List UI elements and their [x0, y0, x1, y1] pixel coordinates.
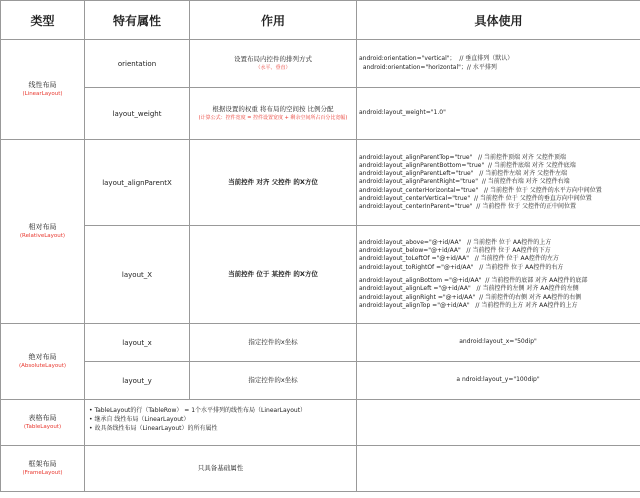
effect-cell: 指定控件的x坐标	[190, 362, 357, 400]
usage-line: android:layout_alignBottom ="@+id/AA" // 当前控件的底部 对齐 AA控件的底部	[359, 277, 588, 284]
usage-line: android:layout_centerVertical="true" // 当前控件 位于 父控件的垂直方向中间位置	[359, 194, 592, 202]
effect-cell	[190, 226, 357, 324]
type-linear	[1, 40, 85, 140]
effect-cell	[190, 88, 357, 140]
usage-cell	[357, 40, 640, 88]
usage-cell	[357, 140, 640, 226]
usage-line: android:layout_below="@+id/AA" // 当前控件 位于 AA控件的下方	[359, 247, 551, 255]
usage-line: android:layout_alignParentTop="true" // 当前控件顶端 对齐 父控件顶端	[359, 153, 566, 161]
usage-line: android:layout_alignRight ="@+id/AA" // 当前控件的右侧 对齐 AA控件的右侧	[359, 293, 582, 301]
bullet-list	[85, 400, 357, 446]
table-row	[1, 88, 640, 140]
usage-line: android:layout_alignLeft ="@+id/AA" // 当前控件的左侧 对齐 AA控件的左侧	[359, 285, 579, 293]
usage-cell	[357, 88, 640, 140]
attr-cell: layout_y	[85, 362, 190, 400]
table-row	[1, 400, 640, 446]
effect-cell: 只具备基础属性	[85, 446, 357, 492]
type-name: 线性布局	[28, 80, 57, 89]
usage-cell: a ndroid:layout_y="100dip"	[357, 362, 640, 400]
table-row	[1, 324, 640, 362]
attr-cell: layout_x	[85, 324, 190, 362]
usage-line: android:layout_alignParentBottom="true" // 当前控件底端 对齐 父控件底端	[359, 161, 576, 169]
usage-line: android:layout_toRightOf ="@+id/AA" // 当前控件 位于 AA控件的右方	[359, 263, 564, 271]
table-row	[1, 226, 640, 324]
usage-line: android:layout_alignParentLeft="true" // 当前控件左端 对齐 父控件左端	[359, 170, 567, 178]
usage-cell	[357, 226, 640, 324]
type-name: 相对布局	[28, 222, 57, 231]
effect-text: 当前控件 对齐 父控件 的X方位	[228, 177, 318, 186]
effect-note: （水平、垂直）	[255, 64, 291, 71]
usage-line: android:layout_above="@+id/AA" // 当前控件 位于 AA控件的上方	[359, 238, 552, 246]
usage-line: android:layout_centerInParent="true" // 当前控件 位于 父控件的正中间位置	[359, 203, 577, 211]
type-en: (FrameLayout)	[22, 469, 63, 476]
effect-text: 设置布局内控件的排列方式	[234, 55, 312, 64]
table-row	[1, 40, 640, 88]
effect-cell	[190, 40, 357, 88]
empty-cell	[357, 446, 640, 492]
type-frame	[1, 446, 85, 492]
type-en: (TableLayout)	[23, 423, 62, 430]
type-en: (RelativeLayout)	[19, 232, 66, 239]
effect-text: 根据设置的权重 将布局的空间按 比例分配	[212, 105, 334, 114]
effect-text: 当前控件 位于 某控件 的X方位	[228, 269, 318, 278]
type-name: 绝对布局	[28, 352, 57, 361]
usage-line: android:orientation="horizontal"；// 水平排列	[359, 63, 497, 71]
attr-cell: layout_X	[85, 226, 190, 324]
usage-line: android:layout_alignParentRight="true" // 当前控件右端 对齐 父控件右端	[359, 178, 570, 186]
table-row	[1, 446, 640, 492]
attr-cell: layout_alignParentX	[85, 140, 190, 226]
type-en: (AbsoluteLayout)	[18, 362, 67, 369]
table-row	[1, 362, 640, 400]
list-item: • 故具备线性布局（LinearLayout）的所有属性	[89, 424, 353, 433]
effect-note: (计算公式：控件宽度 = 控件设置宽度 + 剩余空间所占百分比宽幅)	[198, 114, 348, 121]
effect-cell	[190, 140, 357, 226]
list-item: • TableLayout的行（TableRow） = 1个水平排列的线性布局（LinearLayout）	[89, 406, 353, 415]
attr-cell: layout_weight	[85, 88, 190, 140]
type-relative	[1, 140, 85, 324]
header-type: 类型	[1, 1, 85, 40]
type-en: (LinearLayout)	[22, 90, 63, 97]
usage-line: android:layout_weight="1.0"	[359, 109, 446, 117]
usage-line: android:layout_centerHorizontal="true" // 当前控件 位于 父控件的水平方向中间位置	[359, 186, 602, 194]
header-usage: 具体使用	[357, 1, 640, 40]
empty-cell	[357, 400, 640, 446]
type-name: 框架布局	[28, 459, 57, 468]
type-name: 表格布局	[28, 413, 57, 422]
type-absolute	[1, 324, 85, 400]
usage-line: android:orientation="vertical"； // 垂直排列（默认）	[359, 55, 514, 63]
effect-cell: 指定控件的x坐标	[190, 324, 357, 362]
usage-line: android:layout_alignTop ="@+id/AA" // 当前控件的上方 对齐 AA控件的上方	[359, 301, 578, 309]
list-item: • 继承自 线性布局（LinearLayout）	[89, 415, 353, 424]
attr-cell: orientation	[85, 40, 190, 88]
type-tablelayout	[1, 400, 85, 446]
table-row	[1, 140, 640, 226]
usage-cell: android:layout_x="50dip"	[357, 324, 640, 362]
header-attr: 特有属性	[85, 1, 190, 40]
header-effect: 作用	[190, 1, 357, 40]
usage-line: android:layout_toLeftOf ="@+id/AA" // 当前控件 位于 AA控件的左方	[359, 255, 559, 263]
header-row	[1, 1, 640, 40]
